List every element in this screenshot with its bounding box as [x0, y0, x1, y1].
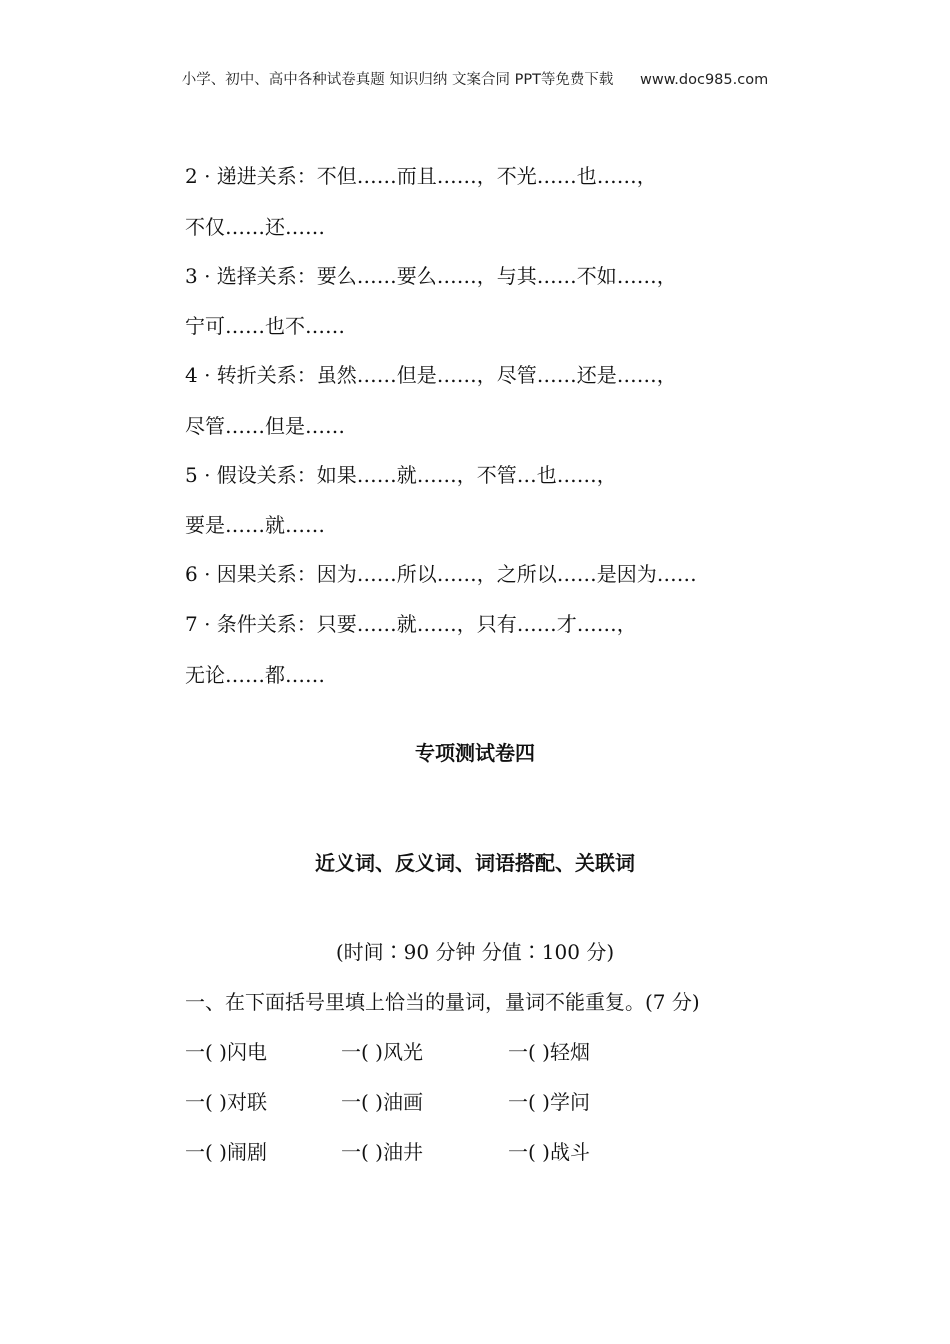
page-header — [0, 68, 950, 89]
relation-2-line1: 2 · 递进关系：不但……而且……，不光……也……， — [185, 164, 657, 188]
test-title: 专项测试卷四 — [415, 741, 535, 765]
relation-4-line1: 4 · 转折关系：虽然……但是……，尽管……还是……， — [185, 363, 677, 387]
fill-item[interactable]: 一( )轻烟 — [508, 1040, 590, 1064]
fill-item[interactable]: 一( )闪电 — [185, 1040, 267, 1064]
relation-5-line2: 要是……就…… — [185, 513, 325, 537]
question-1: 一、在下面括号里填上恰当的量词，量词不能重复。(7 分) — [185, 990, 700, 1014]
fill-item[interactable]: 一( )油井 — [341, 1140, 423, 1164]
header-site[interactable]: www.doc985.com — [640, 72, 769, 88]
relation-5-line1: 5 · 假设关系：如果……就……，不管…也……， — [185, 463, 617, 487]
header-text: 小学、初中、高中各种试卷真题 知识归纳 文案合同 PPT等免费下载 — [181, 72, 614, 88]
relation-6-line1: 6 · 因果关系：因为……所以……，之所以……是因为…… — [185, 562, 697, 586]
fill-item[interactable]: 一( )对联 — [185, 1090, 267, 1114]
relation-3-line1: 3 · 选择关系：要么……要么……，与其……不如……， — [185, 264, 677, 288]
fill-item[interactable]: 一( )风光 — [341, 1040, 423, 1064]
relation-7-line1: 7 · 条件关系：只要……就……，只有……才……， — [185, 612, 637, 636]
relation-4-line2: 尽管……但是…… — [185, 414, 345, 438]
fill-item[interactable]: 一( )战斗 — [508, 1140, 590, 1164]
fill-item[interactable]: 一( )学问 — [508, 1090, 590, 1114]
relation-7-line2: 无论……都…… — [185, 663, 325, 687]
fill-item[interactable]: 一( )闹剧 — [185, 1140, 267, 1164]
test-meta: (时间∶90 分钟 分值∶100 分) — [335, 940, 615, 964]
relation-2-line2: 不仅……还…… — [185, 215, 325, 239]
test-subtitle: 近义词、反义词、词语搭配、关联词 — [315, 851, 635, 875]
fill-item[interactable]: 一( )油画 — [341, 1090, 423, 1114]
relation-3-line2: 宁可……也不…… — [185, 314, 345, 338]
